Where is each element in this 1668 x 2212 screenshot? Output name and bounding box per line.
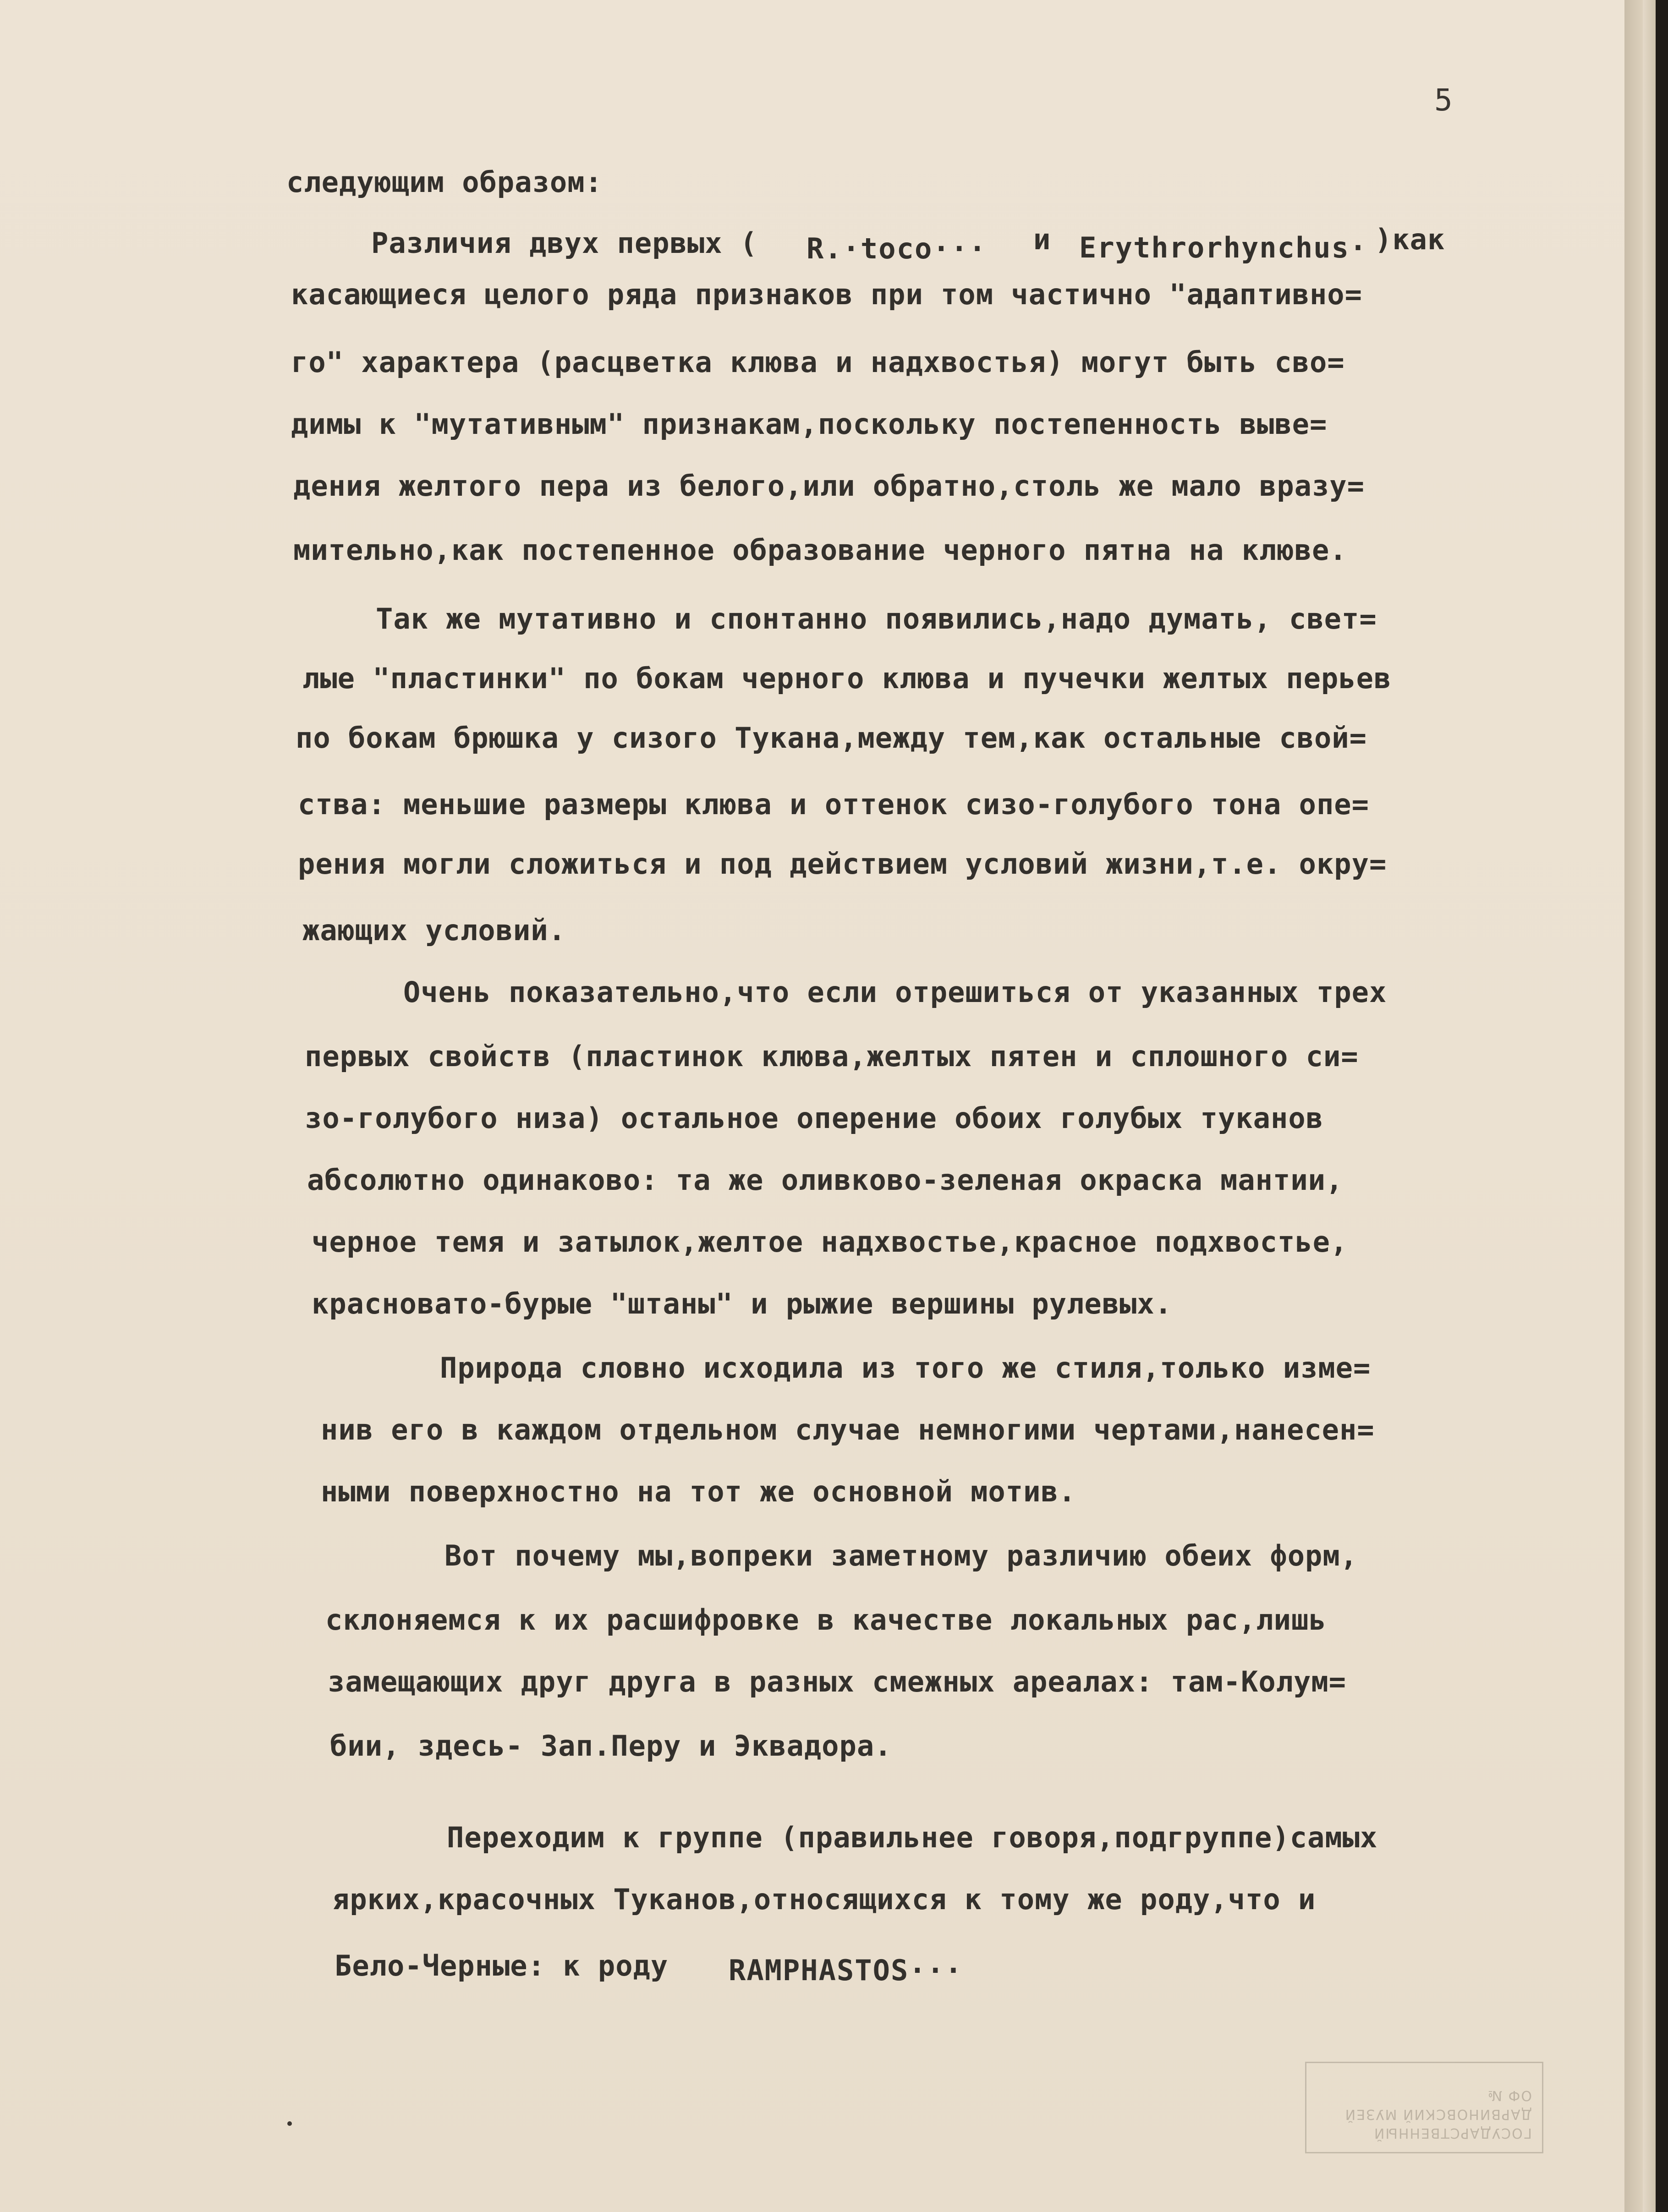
text-line: мительно,как постепенное образование черного пятна на клюве. — [293, 533, 1347, 567]
text-line: Очень показательно,что если отрешиться от указанных трех — [403, 975, 1387, 1009]
page-number: 5 — [1434, 82, 1453, 118]
text-line: касающиеся целого ряда признаков при том частично "адаптивно= — [291, 278, 1362, 311]
text-line: жающих условий. — [302, 914, 566, 947]
binding-edge — [1656, 0, 1668, 2212]
stamp-line: ОФ № — [1487, 2087, 1532, 2103]
text-line: первых свойств (пластинок клюва,желтых пятен и сплошного си= — [305, 1040, 1359, 1073]
text-line: го" характера (расцветка клюва и надхвостья) могут быть сво= — [291, 345, 1345, 379]
text-line: Так же мутативно и спонтанно появились,надо думать, свет= — [376, 602, 1377, 635]
text-line: черное темя и затылок,желтое надхвостье,красное подхвостье, — [312, 1225, 1348, 1259]
page-edge — [1624, 0, 1643, 2212]
text-line: и — [1033, 223, 1051, 256]
text-line: следующим образом: — [286, 165, 603, 199]
text-line: склоняемся к их расшифровке в качестве локальных рас,лишь — [325, 1603, 1327, 1637]
text-line: ными поверхностно на тот же основной мотив. — [321, 1475, 1076, 1508]
ink-speck — [287, 2121, 292, 2126]
page-edge — [1643, 0, 1656, 2212]
genus-name: RAMPHASTOS··· — [729, 1954, 963, 1987]
text-line: нив его в каждом отдельном случае немногими чертами,нанесен= — [321, 1413, 1375, 1446]
text-line: бии, здесь- Зап.Перу и Эквадора. — [330, 1729, 892, 1763]
text-line: ства: меньшие размеры клюва и оттенок сизо-голубого тона опе= — [298, 788, 1369, 821]
species-name: Erythrorhynchus· — [1079, 231, 1368, 264]
text-line: ярких,красочных Туканов,относящихся к тому же роду,что и — [332, 1883, 1316, 1916]
text-line: )как — [1375, 223, 1445, 256]
text-line: абсолютно одинаково: та же оливково-зеленая окраска мантии, — [307, 1163, 1344, 1197]
text-line: Бело-Черные: к роду — [335, 1949, 669, 1982]
stamp-line: ДАРВИНОВСКИЙ МУЗЕЙ — [1344, 2106, 1532, 2122]
text-line: лые "пластинки" по бокам черного клюва и пучечки желтых перьев — [302, 662, 1392, 695]
text-line: красновато-бурые "штаны" и рыжие вершины рулевых. — [312, 1287, 1173, 1320]
text-line: димы к "мутативным" признакам,поскольку постепенность выве= — [291, 407, 1328, 441]
species-name: R.·toco··· — [807, 232, 987, 265]
text-line: Переходим к группе (правильнее говоря,подгруппе)самых — [447, 1821, 1378, 1854]
stamp-line: ГОСУДАРСТВЕННЫЙ — [1373, 2125, 1532, 2141]
text-line: дения желтого пера из белого,или обратно,столь же мало вразу= — [293, 469, 1365, 503]
text-line: Различия двух первых ( — [371, 226, 758, 260]
text-line: Вот почему мы,вопреки заметному различию обеих форм, — [444, 1539, 1358, 1572]
text-line: по бокам брюшка у сизого Тукана,между тем,как остальные свой= — [296, 721, 1367, 755]
text-line: зо-голубого низа) остальное оперение обоих голубых туканов — [305, 1101, 1323, 1135]
text-line: замещающих друг друга в разных смежных ареалах: там-Колум= — [328, 1665, 1346, 1698]
text-line: Природа словно исходила из того же стиля,только изме= — [440, 1351, 1371, 1385]
text-line: рения могли сложиться и под действием условий жизни,т.е. окру= — [298, 847, 1387, 881]
museum-stamp — [1305, 2062, 1543, 2153]
